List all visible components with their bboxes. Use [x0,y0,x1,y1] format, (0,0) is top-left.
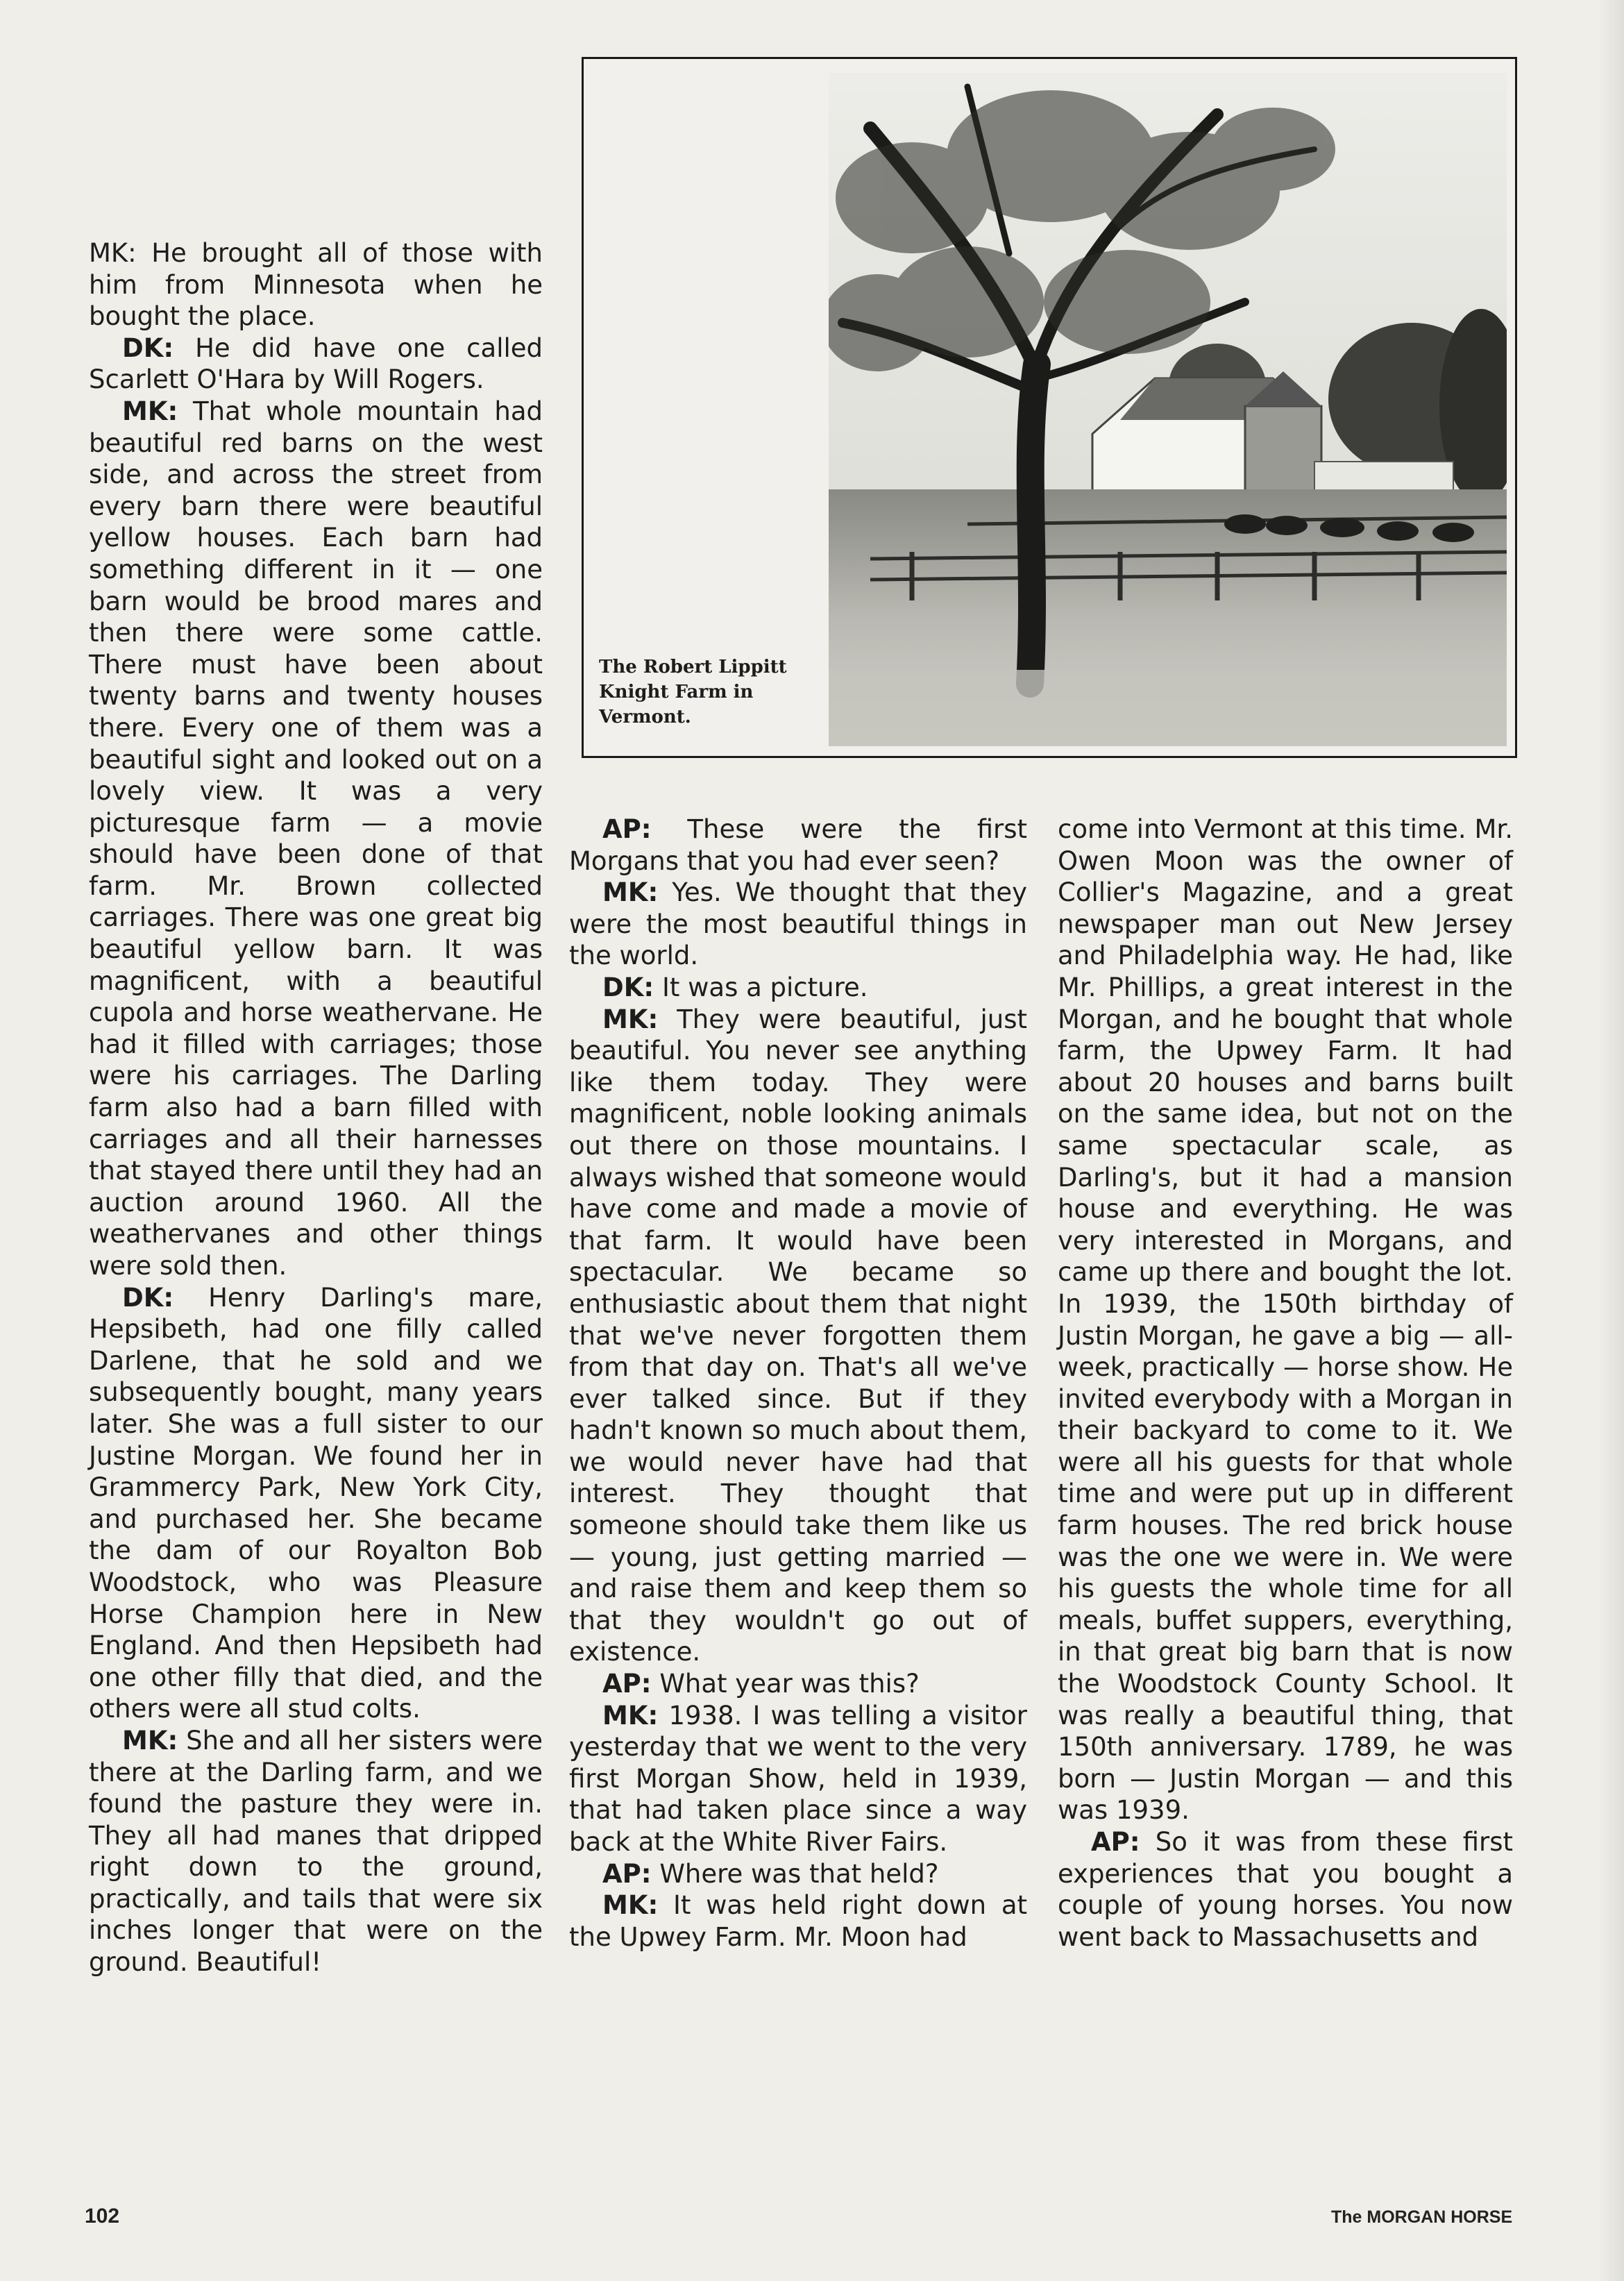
farm-photo [829,73,1507,746]
paragraph-text: They were beautiful, just beautiful. You never see anything like them today. They were magnificent, noble looking animals out there on those mountains. I always wished that someone would have come and made a movie of that farm. It would have been spectacular. We became so enthusiastic about them that night that we've never forgotten them from that day on. That's all we've ever talked since. But if they hadn't known so much about them, we would never have had that interest. They thought that someone should take them like us — young, just getting married — and raise them and keep them so that they wouldn't go out of existence. [569,1004,1027,1667]
paragraph [1058,814,1513,1826]
paragraph [89,333,543,396]
text-column-3 [1058,814,1513,1953]
text-column-2 [569,814,1027,1953]
paragraph [89,1282,543,1725]
paragraph [569,1004,1027,1668]
paragraph-text: Yes. We thought that they were the most beautiful things in the world. [569,877,1027,971]
speaker-label: AP: [602,814,652,844]
speaker-label: MK: [602,1700,659,1731]
paragraph-text: He did have one called Scarlett O'Hara by Will Rogers. [89,333,543,395]
speaker-label: AP: [602,1858,652,1889]
speaker-label: DK: [122,333,174,363]
page-edge-shadow [1599,0,1624,2281]
speaker-label: MK: [602,1890,659,1921]
photo-frame [582,57,1517,758]
speaker-label: MK: [122,1725,178,1756]
paragraph [89,1725,543,1978]
paragraph-text: So it was from these first experiences that you bought a couple of young horses. You now went back to Massachusetts and [1058,1827,1513,1952]
paragraph [569,877,1027,972]
speaker-label: MK: [122,396,178,426]
paragraph [569,1889,1027,1953]
paragraph-text: Where was that held? [659,1858,939,1889]
speaker-label: AP: [1091,1827,1140,1857]
paragraph [1058,1826,1513,1953]
paragraph [569,814,1027,877]
paragraph-text: 1938. I was telling a visitor yesterday that we went to the very first Morgan Show, held in 1939, that had taken place since a way back at the White River Fairs. [569,1700,1027,1857]
paragraph-text: It was a picture. [661,972,868,1002]
speaker-label: AP: [602,1669,652,1699]
paragraph [89,237,543,333]
farm-photo-illustration [829,73,1507,746]
paragraph [89,396,543,1282]
paragraph [569,1668,1027,1700]
paragraph-text: It was held right down at the Upwey Farm. Mr. Moon had [569,1890,1028,1952]
photo-caption: The Robert Lippitt Knight Farm in Vermont. [599,657,787,727]
paragraph-text: That whole mountain had beautiful red barns on the west side, and across the street from every barn there were beautiful yellow houses. Each barn had something different in it — one barn would be brood mares and then there were some cattle. There must have been about twenty barns and twenty houses there. Every one of them was a beautiful sight and looked out on a lovely view. It was a very picturesque farm — a movie should have been done of that farm. Mr. Brown collected carriages. There was one great big beautiful yellow barn. It was magnificent, with a beautiful cupola and horse weathervane. He had it filled with carriages; those were his carriages. The Darling farm also had a barn filled with carriages and all their harnesses that stayed there until they had an auction around 1960. All the weathervanes and other things were sold then. [89,396,543,1281]
paragraph-text: She and all her sisters were there at the Darling farm, and we found the pasture they were in. They all had manes that dripped right down to the ground, practically, and tails that were six inches longer that were on the ground. Beautiful! [89,1725,543,1978]
speaker-label: DK: [602,972,654,1002]
text-column-1 [89,237,543,1978]
speaker-label: DK: [122,1282,174,1313]
speaker-label: MK: [602,877,659,908]
paragraph [569,972,1027,1004]
paragraph-text: These were the first Morgans that you had ever seen? [569,814,1027,876]
speaker-label: MK: [602,1004,659,1034]
paragraph-text: come into Vermont at this time. Mr. Owen Moon was the owner of Collier's Magazine, and a great newspaper man out New Jersey and Philadelphia way. He had, like Mr. Phillips, a great interest in the Morgan, and he bought that whole farm, the Upwey Farm. It had about 20 houses and barns built on the same idea, but not on the same spectacular scale, as Darling's, but it had a mansion house and everything. He was very interested in Morgans, and came up there and bought the lot. In 1939, the 150th birthday of Justin Morgan, he gave a big — all-week, practically — horse show. He invited everybody with a Morgan in their backyard to come to it. We were all his guests for that whole time and were put up in different farm houses. The red brick house was the one we were in. We were his guests the whole time for all meals, buffet suppers, everything, in that great big barn that is now the Woodstock County School. It was really a beautiful thing, that 150th anniversary. 1789, he was born — Justin Morgan — and this was 1939. [1058,814,1513,1826]
magazine-title: The MORGAN HORSE [1331,2207,1513,2227]
paragraph-text: MK: He brought all of those with him from Minnesota when he bought the place. [89,238,543,332]
paragraph-text: What year was this? [659,1669,920,1699]
paragraph [569,1858,1027,1890]
page-number: 102 [85,2205,120,2228]
paragraph-text: Henry Darling's mare, Hepsibeth, had one filly called Darlene, that he sold and we subsequently bought, many years later. She was a full sister to our Justine Morgan. We found her in Grammercy Park, New York City, and purchased her. She became the dam of our Royalton Bob Woodstock, who was Pleasure Horse Champion here in New England. And then Hepsibeth had one other filly that died, and the others were all stud colts. [89,1282,543,1724]
paragraph [569,1700,1027,1858]
